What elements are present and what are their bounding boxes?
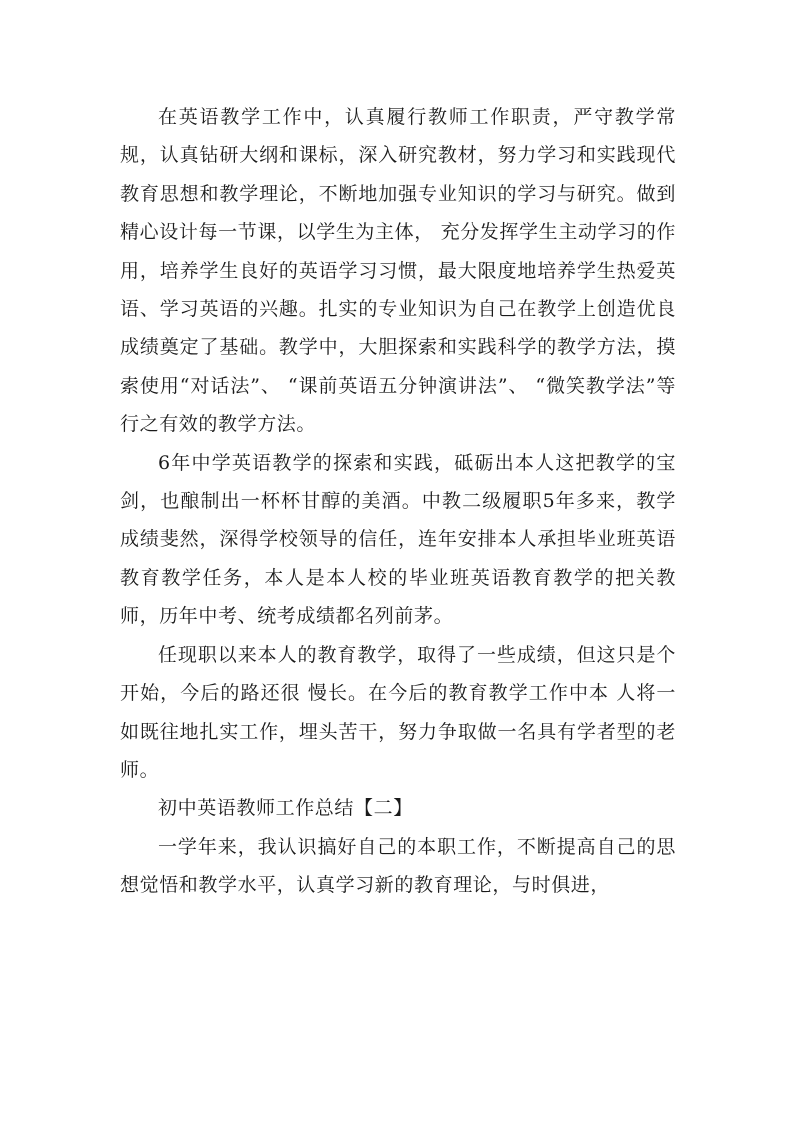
document-body: [120, 98, 676, 905]
paragraph-six-years-experience: 6年中学英语教学的探索和实践，砥砺出本人这把教学的宝剑，也酿制出一杯杯甘醇的美酒。中教二级履职5年多来，教学成绩斐然，深得学校领导的信任，连年安排本人承担毕业班英语教育教学任务，本人是本人校的毕业班英语教育教学的把关教师，历年中考、统考成绩都名列前茅。: [120, 451, 676, 628]
section-heading: 初中英语教师工作总结【二】: [158, 797, 413, 820]
paragraph-school-year: 一学年来，我认识搞好自己的本职工作，不断提高自己的思想觉悟和教学水平，认真学习新的教育理论，与时俱进，: [120, 835, 676, 897]
paragraph-teaching-duties: 在英语教学工作中，认真履行教师工作职责，严守教学常 规，认真钻研大纲和课标，深入研究教材，努力学习和实践现代教育思想和教学理论，不断地加强专业知识的学习与研究。做到精心设计每一节课，以学生为主体， 充分发挥学生主动学习的作用，培养学生良好的英语学习习惯，最大限度地培养学生热爱英语、学习英语的兴趣。扎实的专业知识为自己在教学上创造优良成绩奠定了基础。教学中，大胆探索和实践科学的教学方法，摸索使用“对话法”、 “课前英语五分钟演讲法”、 “微笑教学法”等行之有效的教学方法。: [120, 106, 676, 436]
paragraph-achievements: 任现职以来本人的教育教学，取得了一些成绩，但这只是个开始，今后的路还很 慢长。在今后的教育教学工作中本 人将一如既往地扎实工作，埋头苦干，努力争取做一名具有学者型的老师。: [120, 643, 676, 781]
